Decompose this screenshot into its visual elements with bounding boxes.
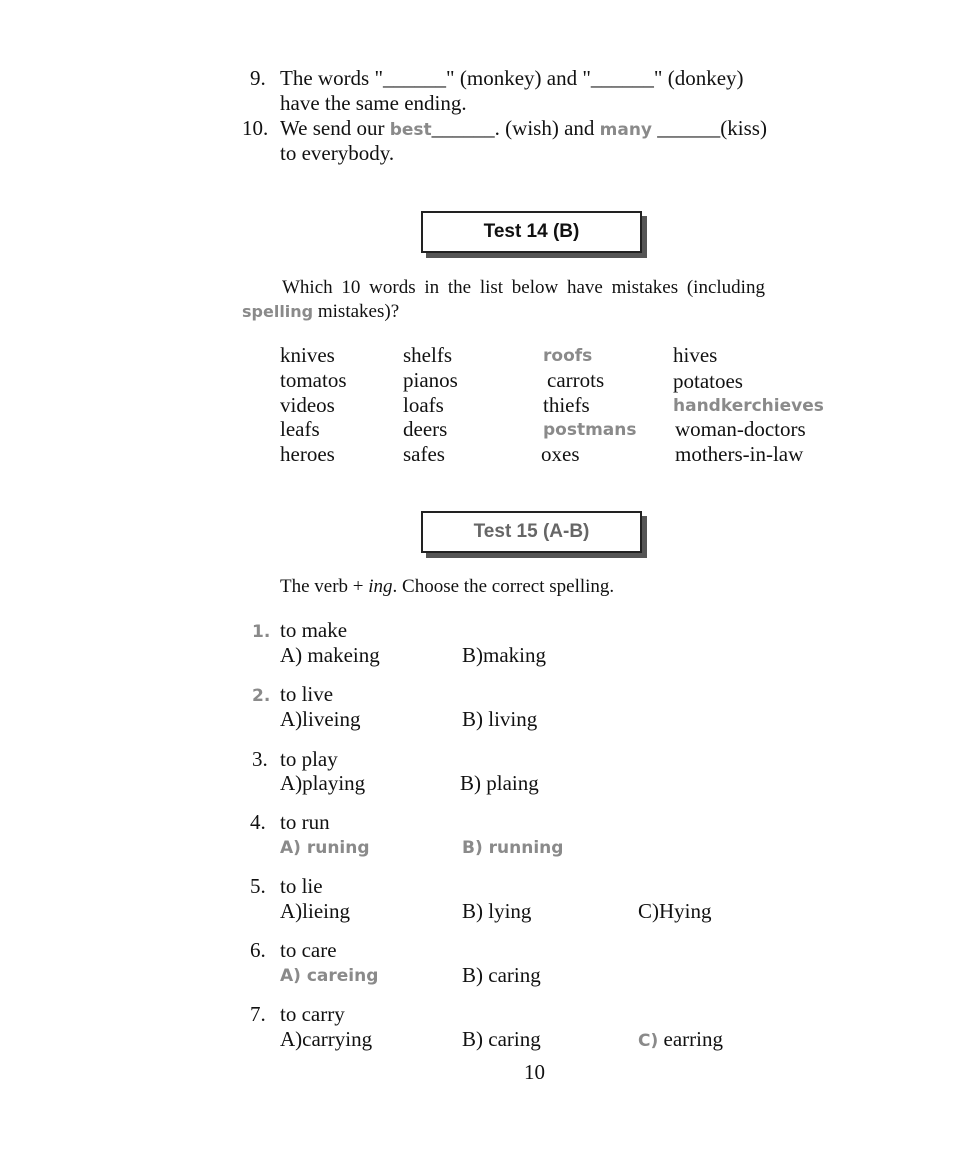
q9-line2: have the same ending. [280, 91, 467, 115]
option-a: A) careing [280, 966, 379, 986]
word: thiefs [543, 393, 590, 417]
word: potatoes [673, 369, 743, 393]
q9-number: 9. [250, 66, 266, 90]
item-number: 3. [252, 747, 268, 771]
instr-spelling-word: spelling [242, 302, 314, 321]
item-number: 1. [252, 622, 271, 642]
word: pianos [403, 368, 458, 392]
q10-many: many [599, 120, 653, 140]
option-c-label: C) [638, 1031, 659, 1051]
word: shelfs [403, 343, 452, 367]
word: tomatos [280, 368, 347, 392]
option-b: B) running [462, 838, 564, 858]
q10-post: ______(kiss) [657, 116, 767, 140]
word: oxes [541, 442, 580, 466]
instr-rest: mistakes)? [317, 301, 400, 322]
option-b: B) caring [462, 1027, 541, 1051]
instr-ing: ing [368, 576, 393, 597]
test14-title-box [421, 211, 642, 253]
item-verb: to care [280, 938, 337, 962]
q10-best: best [389, 120, 432, 140]
option-a: A)playing [280, 771, 366, 795]
word: loafs [403, 393, 444, 417]
q10-number: 10. [242, 116, 269, 140]
test15-title-box [421, 511, 642, 553]
item-verb: to run [280, 810, 330, 834]
item-number: 4. [250, 810, 266, 834]
option-b: B) plaing [460, 771, 539, 795]
item-verb: to play [280, 747, 338, 771]
q10-mid: ______. (wish) and [431, 116, 595, 140]
item-number: 2. [252, 686, 271, 706]
item-verb: to carry [280, 1002, 345, 1026]
item-number: 5. [250, 874, 266, 898]
q10-pre: We send our [280, 116, 385, 140]
word: postmans [543, 420, 637, 440]
word: knives [280, 343, 335, 367]
word: hives [673, 343, 718, 367]
option-c [638, 1027, 723, 1052]
option-a: A)carrying [280, 1027, 373, 1051]
q10-line2: to everybody. [280, 141, 395, 165]
option-b: B) caring [462, 963, 541, 987]
test14-instruction-line2 [242, 301, 399, 323]
option-a: A)liveing [280, 707, 361, 731]
word: roofs [543, 346, 593, 366]
page-number: 10 [524, 1060, 545, 1084]
word: videos [280, 393, 335, 417]
item-verb: to live [280, 682, 334, 706]
option-c-text: earring [663, 1027, 723, 1051]
word: carrots [547, 368, 605, 392]
item-number: 6. [250, 938, 266, 962]
word: mothers-in-law [675, 442, 804, 466]
word: woman-doctors [675, 417, 806, 441]
option-c: C)Hying [638, 899, 712, 923]
instr-pre: The verb + [280, 576, 369, 597]
item-verb: to lie [280, 874, 323, 898]
q9-line1: The words "______" (monkey) and "______" (donkey) [280, 66, 744, 90]
word: deers [403, 417, 448, 441]
word: heroes [280, 442, 335, 466]
option-a: A) runing [280, 838, 370, 858]
word: safes [403, 442, 445, 466]
word: handkerchieves [673, 396, 824, 416]
option-b: B) lying [462, 899, 532, 923]
option-b: B)making [462, 643, 546, 667]
instr-post: . Choose the correct spelling. [392, 576, 615, 597]
word: leafs [280, 417, 320, 441]
item-number: 7. [250, 1002, 266, 1026]
option-b: B) living [462, 707, 538, 731]
option-a: A)lieing [280, 899, 350, 923]
item-verb: to make [280, 618, 348, 642]
test15-title: Test 15 (A-B) [473, 521, 590, 542]
test14-title: Test 14 (B) [483, 221, 580, 242]
test14-instruction-line1: Which 10 words in the list below have mistakes (including [282, 277, 765, 298]
test15-instruction [280, 576, 614, 598]
option-a: A) makeing [280, 643, 380, 667]
q10-line1 [280, 116, 767, 141]
